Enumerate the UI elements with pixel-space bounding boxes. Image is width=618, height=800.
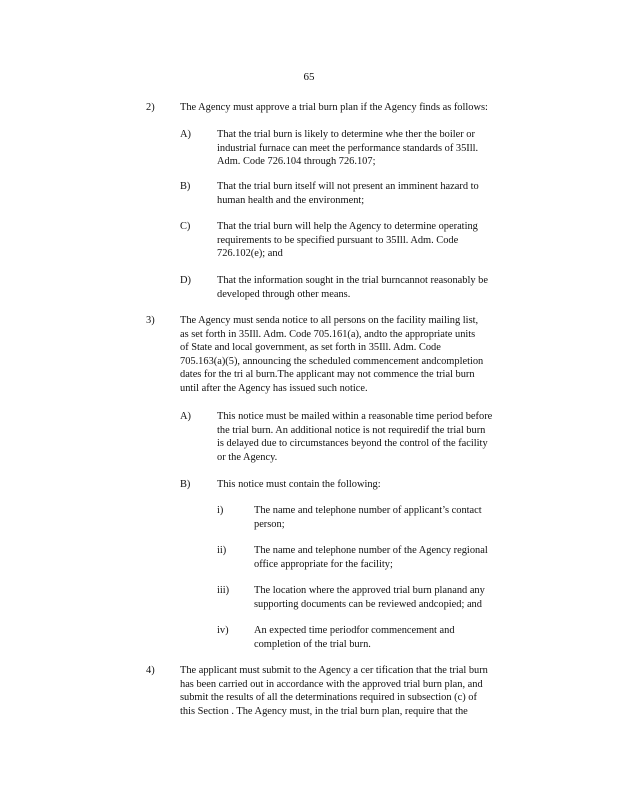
- text-line: Adm. Code 726.104 through 726.107;: [217, 156, 376, 168]
- subparagraph-letter: C): [180, 221, 191, 232]
- text-line: of State and local government, as set forth in 35Ill. Adm. Code: [180, 342, 441, 354]
- text-line: The name and telephone number of the Agency regional: [254, 545, 488, 556]
- subparagraph-text: [217, 478, 534, 492]
- item-text: [254, 504, 524, 531]
- paragraph-text: [180, 314, 534, 396]
- text-line: this Section . The Agency must, in the trial burn plan, require that the: [180, 705, 468, 717]
- text-line: person;: [254, 518, 285, 530]
- text-line: This notice must be mailed within a reasonable time period before: [217, 411, 493, 422]
- text-line: the trial burn. An additional notice is not requiredif the trial burn: [217, 424, 486, 436]
- text-line: The Agency must approve a trial burn plan if the Agency finds as follows:: [180, 102, 488, 113]
- text-line: dates for the tri al burn.The applicant may not commence the trial burn: [180, 369, 475, 381]
- text-line: is delayed due to circumstances beyond the control of the facility: [217, 438, 488, 450]
- text-line: office appropriate for the facility;: [254, 558, 393, 570]
- text-line: The name and telephone number of applicant’s contact: [254, 505, 482, 516]
- text-line: The applicant must submit to the Agency a cer tification that the trial burn: [180, 665, 488, 676]
- text-line: The location where the approved trial burn planand any: [254, 585, 485, 596]
- subparagraph-text: [217, 180, 534, 207]
- item-roman-numeral: iv): [217, 625, 229, 636]
- text-line: 726.102(e); and: [217, 248, 283, 260]
- text-line: supporting documents can be reviewed andcopied; and: [254, 598, 482, 610]
- subparagraph-text: [217, 220, 534, 261]
- text-line: That the trial burn will help the Agency to determine operating: [217, 221, 478, 232]
- page-number: 65: [303, 71, 315, 83]
- text-line: or the Agency.: [217, 451, 278, 463]
- item-text: [254, 544, 524, 571]
- text-line: until after the Agency has issued such notice.: [180, 382, 368, 394]
- text-line: That the trial burn is likely to determine whe ther the boiler or: [217, 129, 475, 140]
- item-roman-numeral: iii): [217, 585, 230, 596]
- text-line: That the trial burn itself will not present an imminent hazard to: [217, 181, 479, 192]
- subparagraph-letter: A): [180, 129, 191, 140]
- text-line: has been carried out in accordance with the approved trial burn plan, and: [180, 678, 483, 690]
- text-line: industrial furnace can meet the performance standards of 35Ill.: [217, 142, 479, 154]
- text-line: as set forth in 35Ill. Adm. Code 705.161(a), andto the appropriate units: [180, 328, 476, 340]
- subparagraph-letter: A): [180, 411, 191, 422]
- paragraph-text: [180, 101, 534, 115]
- subparagraph-letter: D): [180, 275, 191, 286]
- text-line: completion of the trial burn.: [254, 638, 371, 650]
- item-text: [254, 584, 524, 611]
- text-line: That the information sought in the trial burncannot reasonably be: [217, 275, 488, 286]
- paragraph-text: [180, 664, 534, 718]
- text-line: An expected time periodfor commencement and: [254, 625, 455, 636]
- text-line: requirements to be specified pursuant to 35Ill. Adm. Code: [217, 234, 459, 246]
- text-line: This notice must contain the following:: [217, 479, 381, 490]
- text-line: The Agency must senda notice to all persons on the facility mailing list,: [180, 315, 479, 326]
- text-line: submit the results of all the determinations required in subsection (c) of: [180, 692, 477, 704]
- subparagraph-text: [217, 274, 534, 301]
- text-line: developed through other means.: [217, 288, 351, 300]
- item-roman-numeral: ii): [217, 545, 227, 556]
- subparagraph-text: [217, 410, 534, 464]
- text-line: human health and the environment;: [217, 194, 365, 206]
- paragraph-number: 2): [146, 102, 155, 113]
- subparagraph-letter: B): [180, 479, 191, 490]
- item-text: [254, 624, 524, 651]
- paragraph-number: 3): [146, 315, 155, 326]
- subparagraph-letter: B): [180, 181, 191, 192]
- paragraph-number: 4): [146, 665, 155, 676]
- item-roman-numeral: i): [217, 505, 224, 516]
- text-line: 705.163(a)(5), announcing the scheduled commencement andcompletion: [180, 355, 484, 367]
- subparagraph-text: [217, 128, 534, 169]
